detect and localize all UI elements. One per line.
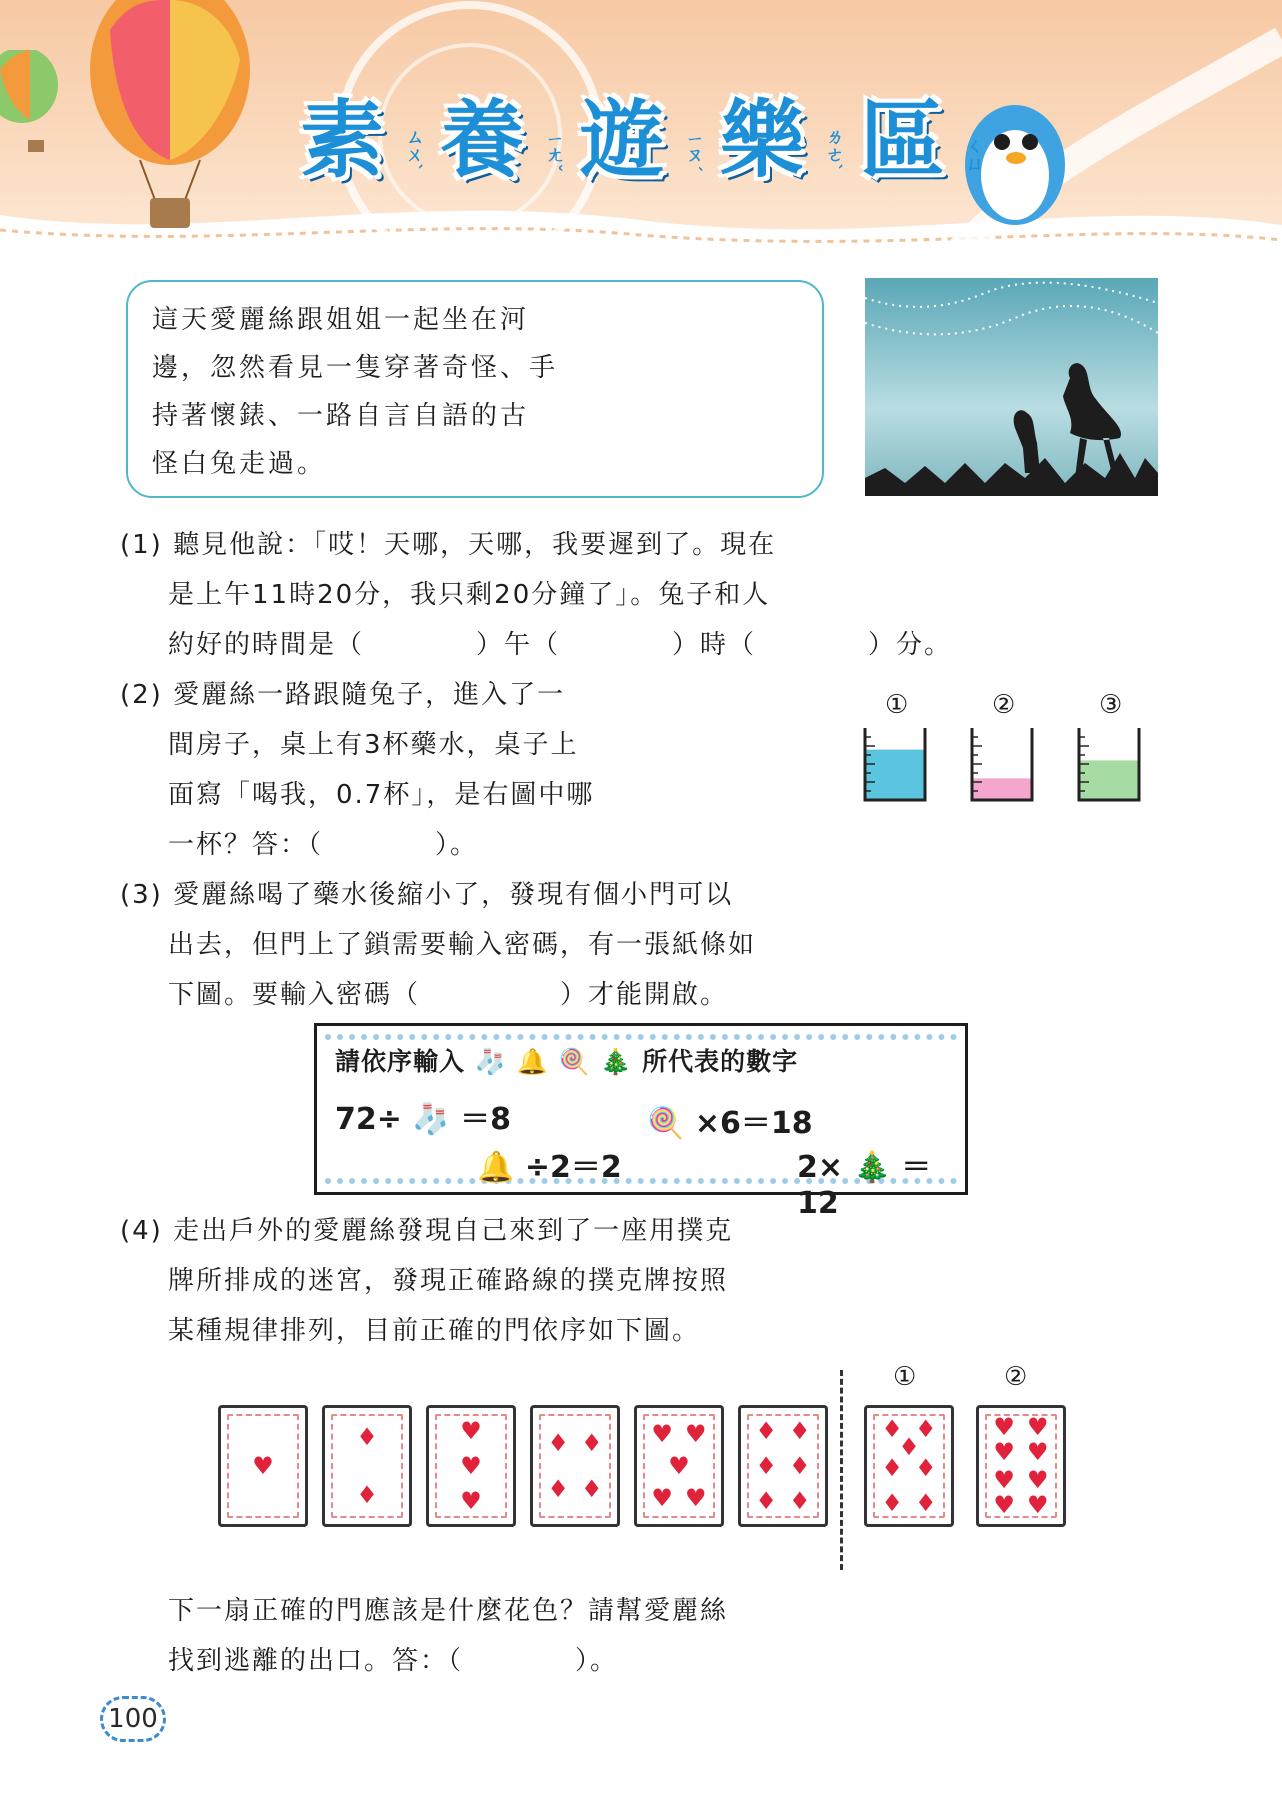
small-balloon-icon bbox=[0, 50, 60, 160]
question-text: 是上午11時20分，我只剩20分鐘了」。兔子和人 bbox=[168, 580, 771, 610]
title-char: 養 bbox=[440, 91, 525, 189]
question-text: 下一扇正確的門應該是什麼花色？請幫愛麗絲 bbox=[168, 1596, 729, 1626]
intro-line: 邊，忽然看見一隻穿著奇怪、手 bbox=[152, 353, 559, 383]
title-char: 素 bbox=[300, 91, 385, 189]
intro-line: 這天愛麗絲跟姐姐一起坐在河 bbox=[152, 305, 530, 335]
title-zhuyin: ㄑㄩ bbox=[963, 136, 985, 172]
heart-icon: ♥ bbox=[993, 1465, 1015, 1494]
equation-sock bbox=[335, 1094, 511, 1138]
page-title bbox=[300, 91, 986, 189]
option-label: ② bbox=[1004, 1362, 1028, 1392]
question-2 bbox=[120, 670, 565, 720]
question-text: 走出戶外的愛麗絲發現自己來到了一座用撲克 bbox=[173, 1216, 734, 1246]
candy-cane-icon: 🍭 bbox=[647, 1106, 685, 1141]
cup-label: ② bbox=[992, 690, 1016, 720]
playing-card[interactable] bbox=[976, 1405, 1066, 1527]
intro-line: 怪白兔走過。 bbox=[152, 449, 327, 479]
heart-icon: ♥ bbox=[651, 1484, 673, 1513]
cup-label: ③ bbox=[1099, 690, 1123, 720]
diamond-icon: ♦ bbox=[915, 1489, 937, 1518]
cups-drawing bbox=[855, 728, 1165, 808]
question-3 bbox=[120, 870, 733, 920]
heart-icon: ♥ bbox=[993, 1438, 1015, 1467]
option-label: ① bbox=[893, 1362, 917, 1392]
cup-liquid bbox=[1079, 760, 1139, 800]
answer-blank-line[interactable]: 一杯？答：（ ）。 bbox=[168, 830, 479, 860]
note-title-suffix: 所代表的數字 bbox=[642, 1047, 799, 1076]
eq-text: ＝12 bbox=[797, 1150, 932, 1221]
eq-text: ×6＝18 bbox=[694, 1106, 813, 1141]
title-char: 樂 bbox=[720, 91, 805, 189]
equation-tree bbox=[797, 1142, 965, 1221]
question-4 bbox=[120, 1206, 733, 1256]
password-note bbox=[314, 1023, 968, 1221]
heart-icon: ♥ bbox=[1027, 1438, 1049, 1467]
answer-blank-line[interactable]: 找到逃離的出口。答：（ ）。 bbox=[168, 1646, 619, 1676]
page-header bbox=[0, 0, 1282, 250]
playing-card bbox=[738, 1405, 828, 1527]
question-text: 面寫「喝我，0.7杯」，是右圖中哪 bbox=[168, 780, 595, 810]
diamond-icon: ♦ bbox=[581, 1428, 603, 1457]
heart-icon: ♥ bbox=[1027, 1412, 1049, 1441]
heart-icon: ♥ bbox=[993, 1491, 1015, 1520]
diamond-icon: ♦ bbox=[755, 1417, 777, 1446]
eq-text: 2× bbox=[797, 1150, 844, 1185]
title-zhuyin: ㄧㄤˇ bbox=[543, 130, 565, 172]
story-intro-box bbox=[126, 280, 824, 498]
heart-icon: ♥ bbox=[651, 1419, 673, 1448]
question-text: 某種規律排列，目前正確的門依序如下圖。 bbox=[168, 1316, 701, 1346]
title-char: 區 bbox=[860, 91, 945, 189]
sock-icon: 🧦 bbox=[412, 1102, 450, 1137]
page-number: 100 bbox=[100, 1696, 166, 1742]
heart-icon: ♥ bbox=[460, 1417, 482, 1446]
heart-icon: ♥ bbox=[1027, 1491, 1049, 1520]
diamond-icon: ♦ bbox=[881, 1414, 903, 1443]
diamond-icon: ♦ bbox=[881, 1454, 903, 1483]
eq-text: 72÷ bbox=[335, 1102, 402, 1137]
heart-icon: ♥ bbox=[460, 1452, 482, 1480]
intro-line: 持著懷錶、一路自言自語的古 bbox=[152, 401, 530, 431]
diamond-icon: ♦ bbox=[881, 1489, 903, 1518]
alice-silhouette-illustration bbox=[865, 278, 1158, 496]
diamond-icon: ♦ bbox=[898, 1433, 920, 1462]
diamond-icon: ♦ bbox=[547, 1475, 569, 1504]
question-text: 間房子，桌上有3杯藥水，桌子上 bbox=[168, 730, 579, 760]
eq-text: ÷2＝2 bbox=[524, 1150, 622, 1185]
answer-blank-line[interactable]: 約好的時間是（ ）午（ ）時（ ）分。 bbox=[168, 630, 953, 660]
diamond-icon: ♦ bbox=[915, 1454, 937, 1483]
options-divider bbox=[840, 1370, 843, 1570]
candy-cane-icon: 🍭 bbox=[558, 1047, 591, 1076]
cup-liquid bbox=[865, 750, 925, 800]
question-number: (2) bbox=[120, 680, 163, 710]
playing-card bbox=[634, 1405, 724, 1527]
equation-candy bbox=[647, 1098, 813, 1142]
question-number: (1) bbox=[120, 530, 163, 560]
note-title bbox=[335, 1042, 798, 1078]
note-title-prefix: 請依序輸入 bbox=[335, 1047, 466, 1076]
title-char: 遊 bbox=[580, 91, 665, 189]
christmas-tree-icon: 🎄 bbox=[600, 1047, 633, 1076]
diamond-icon: ♦ bbox=[547, 1428, 569, 1457]
question-number: (4) bbox=[120, 1216, 163, 1246]
christmas-tree-icon: 🎄 bbox=[853, 1150, 891, 1185]
playing-card[interactable] bbox=[864, 1405, 954, 1527]
bell-icon: 🔔 bbox=[477, 1150, 515, 1185]
heart-icon: ♥ bbox=[1027, 1465, 1049, 1494]
title-zhuyin: ㄙㄨˋ bbox=[403, 127, 425, 172]
heart-icon: ♥ bbox=[252, 1452, 274, 1480]
equation-bell bbox=[477, 1142, 622, 1186]
question-text: 出去，但門上了鎖需要輸入密碼，有一張紙條如 bbox=[168, 930, 757, 960]
question-1 bbox=[120, 520, 776, 570]
diamond-icon: ♦ bbox=[789, 1417, 811, 1446]
heart-icon: ♥ bbox=[460, 1486, 482, 1515]
hot-air-balloon-icon bbox=[90, 0, 260, 240]
cup-label: ① bbox=[885, 690, 909, 720]
diamond-icon: ♦ bbox=[755, 1486, 777, 1515]
playing-card bbox=[322, 1405, 412, 1527]
playing-card bbox=[426, 1405, 516, 1527]
heart-icon: ♥ bbox=[993, 1412, 1015, 1441]
answer-blank-line[interactable]: 下圖。要輸入密碼（ ）才能開啟。 bbox=[168, 980, 729, 1010]
diamond-icon: ♦ bbox=[915, 1414, 937, 1443]
diamond-icon: ♦ bbox=[789, 1486, 811, 1515]
title-zhuyin: ㄧㄡˊ bbox=[683, 130, 705, 172]
heart-icon: ♥ bbox=[668, 1452, 690, 1480]
question-text: 愛麗絲一路跟隨兔子，進入了一 bbox=[173, 680, 566, 710]
sock-icon: 🧦 bbox=[474, 1047, 507, 1076]
question-number: (3) bbox=[120, 880, 163, 910]
title-zhuyin: ㄌㄜˋ bbox=[823, 127, 845, 172]
playing-card bbox=[218, 1405, 308, 1527]
question-text: 聽見他說：「哎！天哪，天哪，我要遲到了。現在 bbox=[173, 530, 777, 560]
potion-cups bbox=[855, 690, 1165, 810]
diamond-icon: ♦ bbox=[581, 1475, 603, 1504]
diamond-icon: ♦ bbox=[789, 1452, 811, 1480]
diamond-icon: ♦ bbox=[755, 1452, 777, 1480]
eq-text: ＝8 bbox=[460, 1102, 512, 1137]
diamond-icon: ♦ bbox=[356, 1423, 378, 1451]
heart-icon: ♥ bbox=[685, 1419, 707, 1448]
diamond-icon: ♦ bbox=[356, 1481, 378, 1509]
heart-icon: ♥ bbox=[685, 1484, 707, 1513]
bell-icon: 🔔 bbox=[516, 1047, 549, 1076]
question-text: 牌所排成的迷宮，發現正確路線的撲克牌按照 bbox=[168, 1266, 729, 1296]
question-text: 愛麗絲喝了藥水後縮小了，發現有個小門可以 bbox=[173, 880, 734, 910]
playing-card bbox=[530, 1405, 620, 1527]
